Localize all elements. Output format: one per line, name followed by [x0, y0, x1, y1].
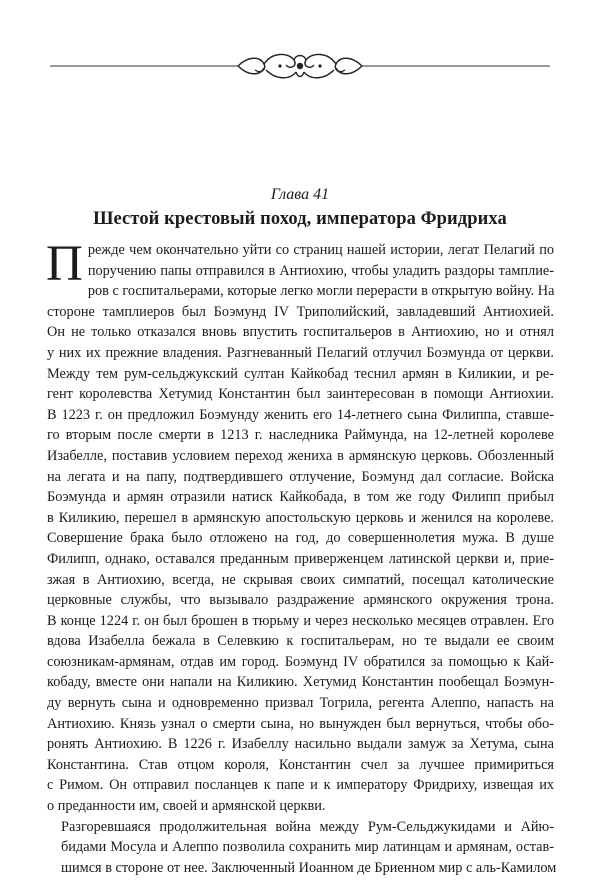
text-line: ронять Антиохию. В 1226 г. Изабеллу насильно выдали замуж за Хетума, сына	[47, 736, 554, 753]
text-line: Он не только отказался вновь впустить госпитальеров в Антиохию, но и отнял	[47, 324, 554, 341]
text-line: ду вернуть сына и одновременно призвал Тогрила, регента Алеппо, напасть на	[47, 695, 554, 712]
text-line: ров с госпитальерами, которые легко могли перерасти в открытую войну. На	[87, 283, 555, 300]
text-line: о преданности им, своей и армянской церкви.	[47, 798, 326, 815]
text-line: Разгоревшаяся продолжительная война между Рум-Сельджукидами и Айю-	[61, 818, 554, 835]
text-line: поручению папы отправился в Антиохию, чтобы уладить раздоры тамплие-	[87, 262, 554, 279]
text-line: режде чем окончательно уйти со страниц нашей истории, легат Пелагий по	[87, 242, 554, 258]
dropcap-letter: П	[46, 236, 83, 292]
text-line: у них их прежние владения. Разгневанный Пелагий отлучил Боэмунда от церкви.	[47, 344, 554, 361]
text-line: Изабелле, поставив условием переход жениха в армянскую церковь. Обозленный	[47, 447, 554, 464]
text-line: Между тем рум-сельджукский султан Кайкобад теснил армян в Киликии, и ре-	[47, 365, 554, 382]
text-line: гент королевства Хетумид Константин был заинтересован в помощи Антиохии.	[47, 386, 554, 403]
paragraph-2	[47, 817, 557, 879]
text-line: вдова Изабелла бежала в Селевкию к госпитальерам, но те выдали ее своим	[47, 633, 554, 650]
chapter-title: Шестой крестовый поход, императора Фридриха	[93, 209, 507, 229]
text-line: стороне тамплиеров был Боэмунд IV Триполийский, завладевший Антиохией.	[47, 303, 554, 320]
text-line: церковные службы, что вызывало раздражение армянского окружения трона.	[47, 592, 554, 609]
paragraph-1	[46, 236, 555, 817]
body-text	[46, 236, 557, 878]
text-line: Константина. Став отцом короля, Константин счел за лучшее примириться	[47, 756, 554, 773]
text-line: в Киликию, перешел в армянскую апостольскую церковь и женился на королеве.	[47, 509, 554, 526]
header-ornament	[50, 46, 550, 86]
text-line: зжая в Антиохию, всегда, не скрывая своих симпатий, посещал католические	[47, 571, 554, 588]
text-line: Совершение брака было отложено на год, до совершеннолетия мужа. В душе	[47, 530, 554, 547]
text-line: на легата и на папу, подтвердившего отлучение, Боэмунд дал согласие. Войска	[47, 468, 554, 485]
text-line: го вторым после смерти в 1213 г. наследника Раймунда, на 12-летней королеве	[47, 427, 554, 444]
text-line: Антиохию. Князь узнал о смерти сына, но вынужден был вернуться, чтобы обо-	[47, 715, 554, 732]
text-line: бидами Мосула и Алеппо позволила сохранить мир латинцам и армянам, остав-	[61, 839, 554, 856]
text-line: кобаду, вместе они напали на Киликию. Хетумид Константин пообещал Боэмун-	[47, 674, 554, 691]
chapter-label: Глава 41	[270, 186, 330, 203]
text-line: В 1223 г. он предложил Боэмунду женить его 14-летнего сына Филиппа, ставше-	[47, 406, 554, 423]
text-line: Филипп, однако, оставался преданным приверженцем латинской церкви и, прие-	[47, 550, 554, 567]
text-line: В конце 1224 г. он был брошен в тюрьму и через несколько месяцев отравлен. Его	[47, 612, 554, 629]
text-line: союзникам-армянам, отдав им город. Боэмунд IV обратился за помощью к Кай-	[47, 653, 554, 670]
text-line: Боэмунда и армян отразили натиск Кайкобада, в том же году Филипп прибыл	[47, 489, 554, 506]
text-line: шимся в стороне от нее. Заключенный Иоанном де Бриенном мир с аль-Камилом	[61, 859, 557, 876]
text-line: с Римом. Он отправил посланцев к папе и к императору Фридриху, извещая их	[47, 777, 554, 794]
